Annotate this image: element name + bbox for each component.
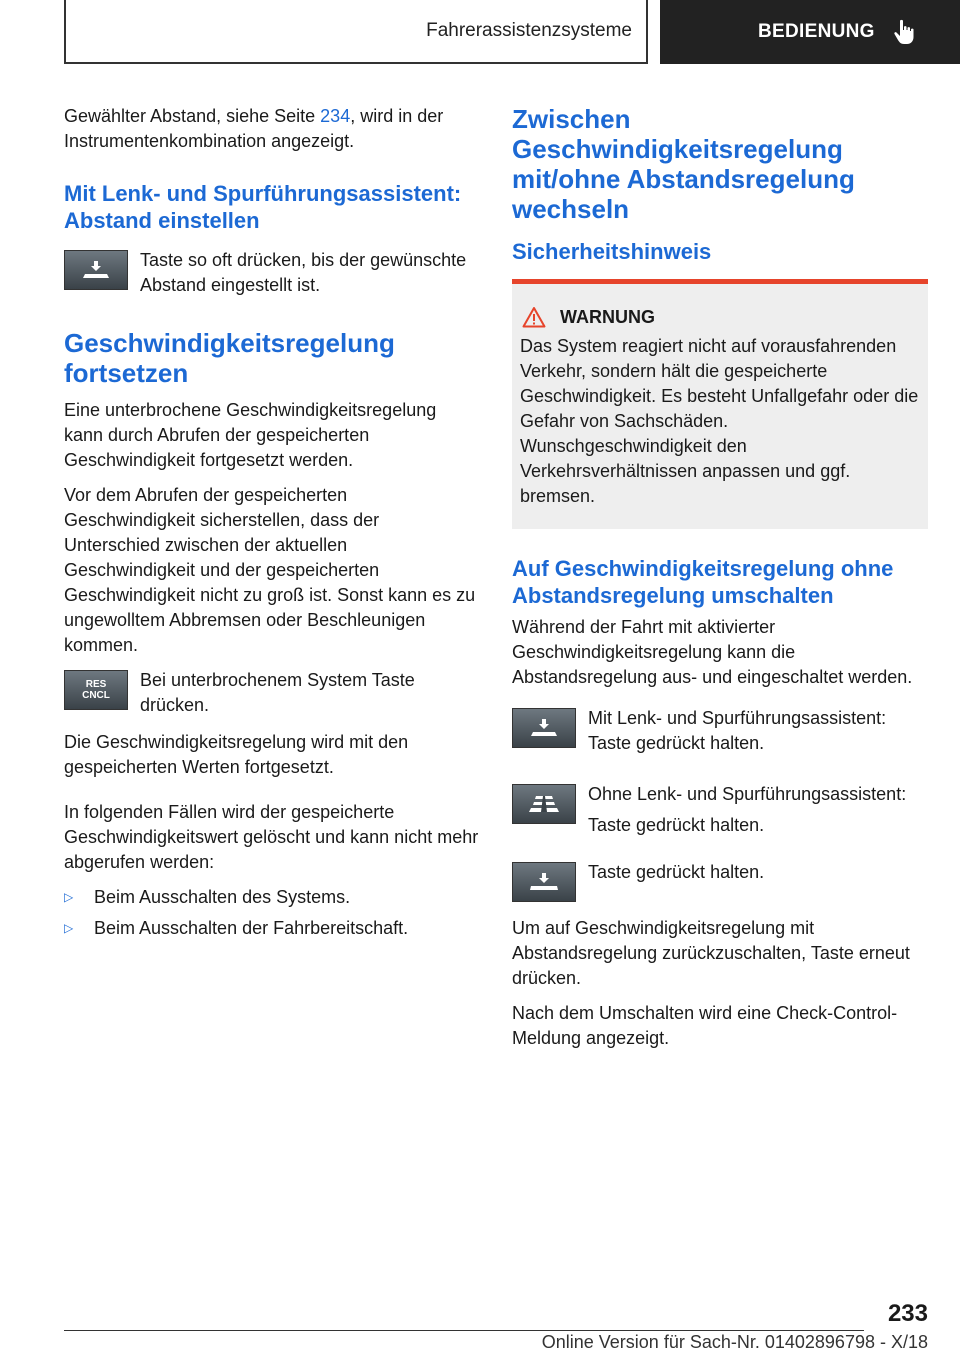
heading-fortsetzen: Geschwindigkeitsregelung fortsetzen — [64, 328, 395, 388]
mit-lenk-instruction: Mit Lenk- und Spurführungsassistent: Taste gedrückt halten. — [588, 708, 887, 753]
header-chapter-title: BEDIENUNG — [758, 21, 875, 42]
distance-icon — [529, 717, 559, 739]
ohne-lenk-instruction-a: Ohne Lenk- und Spurführungsassistent: — [588, 784, 907, 804]
list-item: ▷ Beim Ausschalten der Fahrbereitschaft. — [64, 916, 480, 941]
heading-sicherheitshinweis: Sicherheitshinweis — [512, 239, 712, 264]
distance-button — [512, 708, 576, 748]
list-item: ▷ Beim Ausschalten des Systems. — [64, 885, 480, 910]
res-button-label-2: CNCL — [82, 690, 110, 701]
abstand-instruction: Taste so oft drücken, bis der gewünschte Abstand eingestellt ist. — [140, 250, 467, 295]
warning-box — [512, 279, 928, 529]
header-section — [64, 0, 648, 64]
res-button-label-1: RES — [85, 679, 107, 690]
heading-umschalten: Auf Geschwindigkeitsregelung ohne Abstandsregelung umschalten — [512, 556, 894, 608]
distance-button — [512, 862, 576, 902]
taste-instruction: Taste gedrückt halten. — [588, 862, 765, 882]
distance-icon — [81, 259, 111, 281]
left-column — [64, 104, 480, 947]
fortsetzen-paragraph-3: Die Geschwindigkeitsregelung wird mit den gespeicherten Werten fortgesetzt. — [64, 732, 409, 777]
abstand-button-row — [64, 248, 480, 298]
delete-cases-list — [64, 885, 480, 941]
fortsetzen-paragraph-1: Eine unterbrochene Geschwindigkeitsregelung kann durch Abrufen der gespeicherten Geschwindigkeit fortgesetzt werden. — [64, 400, 437, 470]
res-instruction: Bei unterbrochenem System Taste drücken. — [140, 670, 415, 715]
distance-lanes-button — [512, 784, 576, 824]
distance-icon — [529, 871, 559, 893]
page-number: 233 — [887, 1300, 928, 1327]
heading-wechseln: Zwischen Geschwindigkeitsregelung mit/ohne Abstandsregelung wechseln — [512, 104, 855, 224]
umschalten-paragraph-1: Während der Fahrt mit aktivierter Geschwindigkeitsregelung kann die Abstandsregelung aus- und eingeschaltet werden. — [512, 617, 913, 687]
fortsetzen-paragraph-2: Vor dem Abrufen der gespeicherten Geschwindigkeit sicherstellen, dass der Unterschied zwischen der aktuellen Geschwindigkeit und der gespeicherten Geschwindigkeit nicht zu groß ist. Sonst kann es zu ungewolltem Abbremsen oder Beschleunigen kommen. — [64, 485, 476, 655]
intro-paragraph: Gewählter Abstand, siehe Seite 234, wird in der Instrumentenkombination angezeigt. — [64, 106, 444, 151]
page-reference-link[interactable]: 234 — [320, 106, 351, 126]
fortsetzen-paragraph-4: In folgenden Fällen wird der gespeicherte Geschwindigkeitswert gelöscht und kann nicht mehr abgerufen werden: — [64, 802, 479, 872]
header-section-title: Fahrerassistenzsysteme — [426, 20, 632, 41]
warning-title-row — [520, 306, 920, 328]
ohne-lenk-text — [588, 782, 906, 838]
ohne-lenk-button-row — [512, 782, 928, 838]
distance-lanes-icon — [528, 793, 560, 815]
ohne-lenk-instruction-b: Taste gedrückt halten. — [588, 815, 765, 835]
right-column — [512, 104, 928, 1061]
header-chapter — [660, 0, 960, 64]
warning-text: Das System reagiert nicht auf vorausfahrenden Verkehr, sondern hält die gespeicherte Geschwindigkeit. Es besteht Unfallgefahr oder die Gefahr von Sachschäden. Wunschgeschwindigkeit den Verkehrsverhältnissen anpassen und ggf. bremsen. — [520, 336, 919, 506]
triangle-bullet-icon: ▷ — [64, 921, 74, 935]
warning-triangle-icon — [522, 306, 546, 328]
hand-pointer-icon — [893, 19, 915, 45]
taste-button-row — [512, 860, 928, 902]
warning-title: WARNUNG — [560, 306, 655, 327]
umschalten-paragraph-2: Um auf Geschwindigkeitsregelung mit Abstandsregelung zurückzuschalten, Taste erneut drücken. — [512, 918, 910, 988]
heading-abstand-einstellen: Mit Lenk- und Spurführungsassistent: Abstand einstellen — [64, 181, 462, 233]
res-button-row — [64, 668, 480, 718]
mit-lenk-button-row — [512, 706, 928, 756]
triangle-bullet-icon: ▷ — [64, 890, 74, 904]
umschalten-paragraph-3: Nach dem Umschalten wird eine Check-Control-Meldung angezeigt. — [512, 1003, 898, 1048]
distance-button — [64, 250, 128, 290]
res-cncl-button — [64, 670, 128, 710]
footer-divider — [64, 1330, 864, 1331]
footer-online-version: Online Version für Sach-Nr. 01402896798 - X/18 — [541, 1332, 928, 1352]
